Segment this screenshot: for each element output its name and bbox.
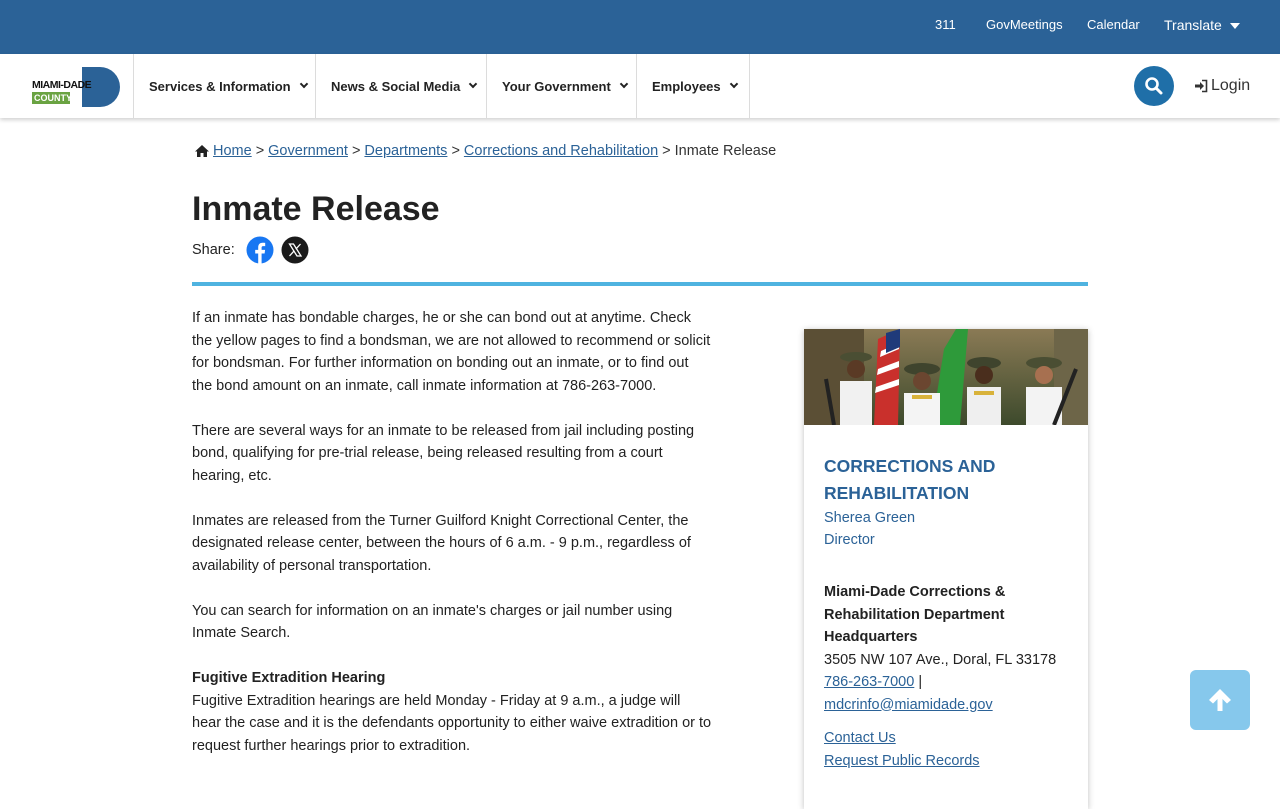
arrow-up-icon <box>1207 687 1233 713</box>
share-bar <box>192 236 309 264</box>
breadcrumb-corrections[interactable]: Corrections and Rehabilitation <box>463 143 659 159</box>
link-calendar[interactable]: Calendar <box>1087 17 1140 32</box>
login-label: Login <box>1211 77 1251 94</box>
hq-phone-link[interactable]: 786-263-7000 <box>824 674 915 690</box>
translate-label: Translate <box>1164 17 1222 33</box>
hq-phone-row <box>824 671 1068 694</box>
request-public-records-link[interactable]: Request Public Records <box>824 752 980 769</box>
link-govmeetings[interactable]: GovMeetings <box>986 17 1063 32</box>
breadcrumb <box>194 143 776 159</box>
logo-text-miami-dade: MIAMI-DADE <box>32 79 92 91</box>
paragraph-extradition: Fugitive Extradition hearings are held Monday - Friday at 9 a.m., a judge will hear the case and it is the defendants opportunity to either waive extradition or to request further hearings prior to extradition. <box>192 692 712 754</box>
honor-guard-image <box>804 329 1088 425</box>
nav-label: Services & Information <box>149 78 291 94</box>
caret-down-icon <box>1230 23 1240 29</box>
breadcrumb-separator: > <box>451 143 460 159</box>
paragraph-release-ways: There are several ways for an inmate to be released from jail including posting bond, qualifying for pre-trial release, being released resulting from a court hearing, etc. <box>192 422 695 484</box>
logo-text-county: COUNTY <box>34 93 72 103</box>
breadcrumb-government[interactable]: Government <box>268 143 348 159</box>
contact-us-link[interactable]: Contact Us <box>824 730 896 746</box>
paragraph-release-center: Inmates are released from the Turner Guilford Knight Correctional Center, the designated release center, between the hours of 6 a.m. - 9 p.m., regardless of availability of personal transportation. <box>192 512 691 574</box>
breadcrumb-current: Inmate Release <box>674 143 777 159</box>
hq-address: 3505 NW 107 Ave., Doral, FL 33178 <box>824 651 1057 668</box>
paragraph-bonding: If an inmate has bondable charges, he or she can bond out at anytime. Check the yellow pages to find a bondsman, we are not allowed to recommend or solicit for bondsman. For further information on bonding out an inmate, or to find out the bond amount on an inmate, call inmate information at 786-263-7000. <box>192 310 711 394</box>
home-icon <box>194 144 210 158</box>
link-311[interactable]: 311 <box>935 17 956 32</box>
phone-separator: | <box>914 674 923 690</box>
card-links <box>824 727 1068 772</box>
hq-email-link[interactable]: mdcrinfo@miamidade.gov <box>824 696 993 713</box>
utility-bar <box>0 0 1280 54</box>
nav-news-social-media[interactable] <box>316 54 487 118</box>
nav-employees[interactable] <box>637 54 750 118</box>
hq-email-row <box>824 694 1068 717</box>
facebook-icon[interactable] <box>246 236 274 264</box>
heading-fugitive-extradition: Fugitive Extradition Hearing <box>192 670 386 686</box>
nav-your-government[interactable] <box>487 54 637 118</box>
breadcrumb-separator: > <box>662 143 671 159</box>
x-icon[interactable] <box>281 236 309 264</box>
nav-label: Employees <box>652 78 721 94</box>
breadcrumb-departments[interactable]: Departments <box>364 143 448 159</box>
hq-title-line2: Rehabilitation Department <box>824 606 1005 623</box>
nav-label: News & Social Media <box>331 78 461 94</box>
director-title: Director <box>824 532 875 548</box>
nav-services-information[interactable] <box>133 54 316 118</box>
hq-title-line3: Headquarters <box>824 629 918 645</box>
chevron-down-icon <box>729 80 737 88</box>
main-nav <box>0 54 1280 118</box>
breadcrumb-separator: > <box>255 143 265 159</box>
chevron-down-icon <box>469 80 477 88</box>
chevron-down-icon <box>620 80 628 88</box>
page-title: Inmate Release <box>192 190 440 228</box>
login-link[interactable] <box>1194 77 1250 95</box>
county-logo[interactable] <box>30 66 120 108</box>
breadcrumb-separator: > <box>351 143 361 159</box>
breadcrumb-home[interactable]: Home <box>213 143 252 159</box>
department-card <box>804 329 1088 809</box>
translate-dropdown[interactable] <box>1164 17 1240 33</box>
search-icon <box>1144 76 1164 96</box>
share-label: Share: <box>192 242 235 258</box>
department-name-line2: REHABILITATION <box>824 483 970 503</box>
chevron-down-icon <box>299 80 307 88</box>
title-divider <box>192 282 1088 286</box>
department-name-line1: CORRECTIONS AND <box>824 456 996 476</box>
search-button[interactable] <box>1134 66 1174 106</box>
paragraph-inmate-search: You can search for information on an inmate's charges or jail number using Inmate Search. <box>192 602 673 641</box>
main-content <box>192 307 712 780</box>
sign-in-icon <box>1194 79 1208 93</box>
honor-guard-photo <box>804 329 1088 425</box>
director-name: Sherea Green <box>824 510 916 526</box>
hq-title <box>824 581 1068 649</box>
nav-label: Your Government <box>502 78 611 94</box>
back-to-top-button[interactable] <box>1190 670 1250 730</box>
hq-title-line1: Miami-Dade Corrections & <box>824 584 1006 600</box>
